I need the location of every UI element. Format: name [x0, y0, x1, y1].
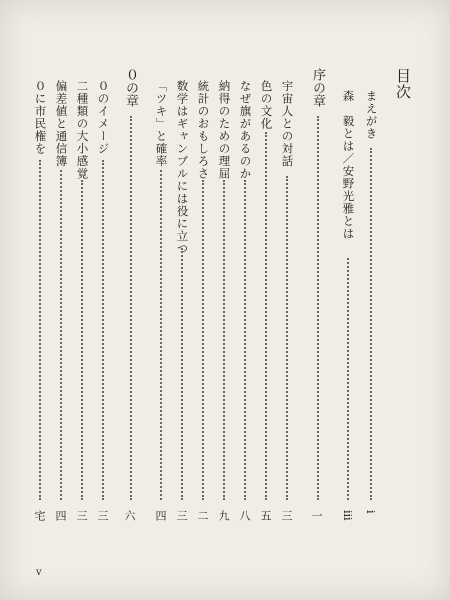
toc-page-number: 四: [54, 510, 67, 521]
toc-leader: [160, 170, 162, 500]
toc-entry: 宇宙人との対話: [280, 80, 295, 168]
toc-page-number: 三: [96, 510, 109, 521]
toc-entry-preface: まえがき: [364, 90, 379, 140]
toc-page-number: 八: [238, 510, 251, 521]
toc-leader: [39, 160, 41, 500]
toc-entry: ０に市民権を: [33, 80, 48, 155]
toc-leader: [60, 170, 62, 500]
toc-page-number: 三: [75, 510, 88, 521]
toc-entry: 統計のおもしろさ: [196, 80, 211, 180]
toc-leader: [317, 116, 319, 500]
toc-entry: 二種類の大小感覚: [75, 80, 90, 180]
toc-entry: 納得のための理屈: [217, 80, 232, 180]
toc-page-number: 六: [123, 510, 136, 521]
toc-entry: 数学はギャンブルには役に立つ: [175, 80, 190, 255]
toc-chapter-zero: ０の章: [123, 68, 138, 107]
toc-leader: [370, 148, 372, 500]
toc-page-number: 宅: [33, 510, 46, 521]
toc-entry-authors: 森 毅とは／安野光雅とは: [341, 90, 356, 240]
toc-page-number: 九: [217, 510, 230, 521]
toc-leader: [81, 180, 83, 500]
toc-leader: [130, 116, 132, 500]
toc-title: 目次: [394, 68, 412, 100]
toc-page-number: 四: [154, 510, 167, 521]
toc-page-number: 三: [175, 510, 188, 521]
toc-leader: [202, 180, 204, 500]
toc-leader: [244, 180, 246, 500]
toc-entry: 色の文化: [259, 80, 274, 130]
page-folio: v: [36, 567, 42, 578]
toc-entry: ０のイメージ: [96, 80, 111, 155]
toc-page-number: 三: [280, 510, 293, 521]
toc-leader: [286, 176, 288, 500]
toc-leader: [223, 180, 225, 500]
toc-entry: なぜ旗があるのか: [238, 80, 253, 180]
toc-leader: [347, 258, 349, 500]
toc-page-number: 五: [259, 510, 272, 521]
toc-page-number: iii: [341, 510, 354, 521]
toc-leader: [181, 248, 183, 500]
toc-page-number: 一: [310, 510, 323, 521]
toc-entry: 偏差値と通信簿: [54, 80, 69, 168]
toc-page-number: 二: [196, 510, 209, 521]
toc-chapter-prologue: 序の章: [310, 68, 325, 107]
toc-entry: 「ツキ」と確率: [154, 80, 169, 168]
toc-leader: [102, 160, 104, 500]
toc-leader: [265, 132, 267, 500]
toc-page-number: i: [364, 510, 377, 514]
